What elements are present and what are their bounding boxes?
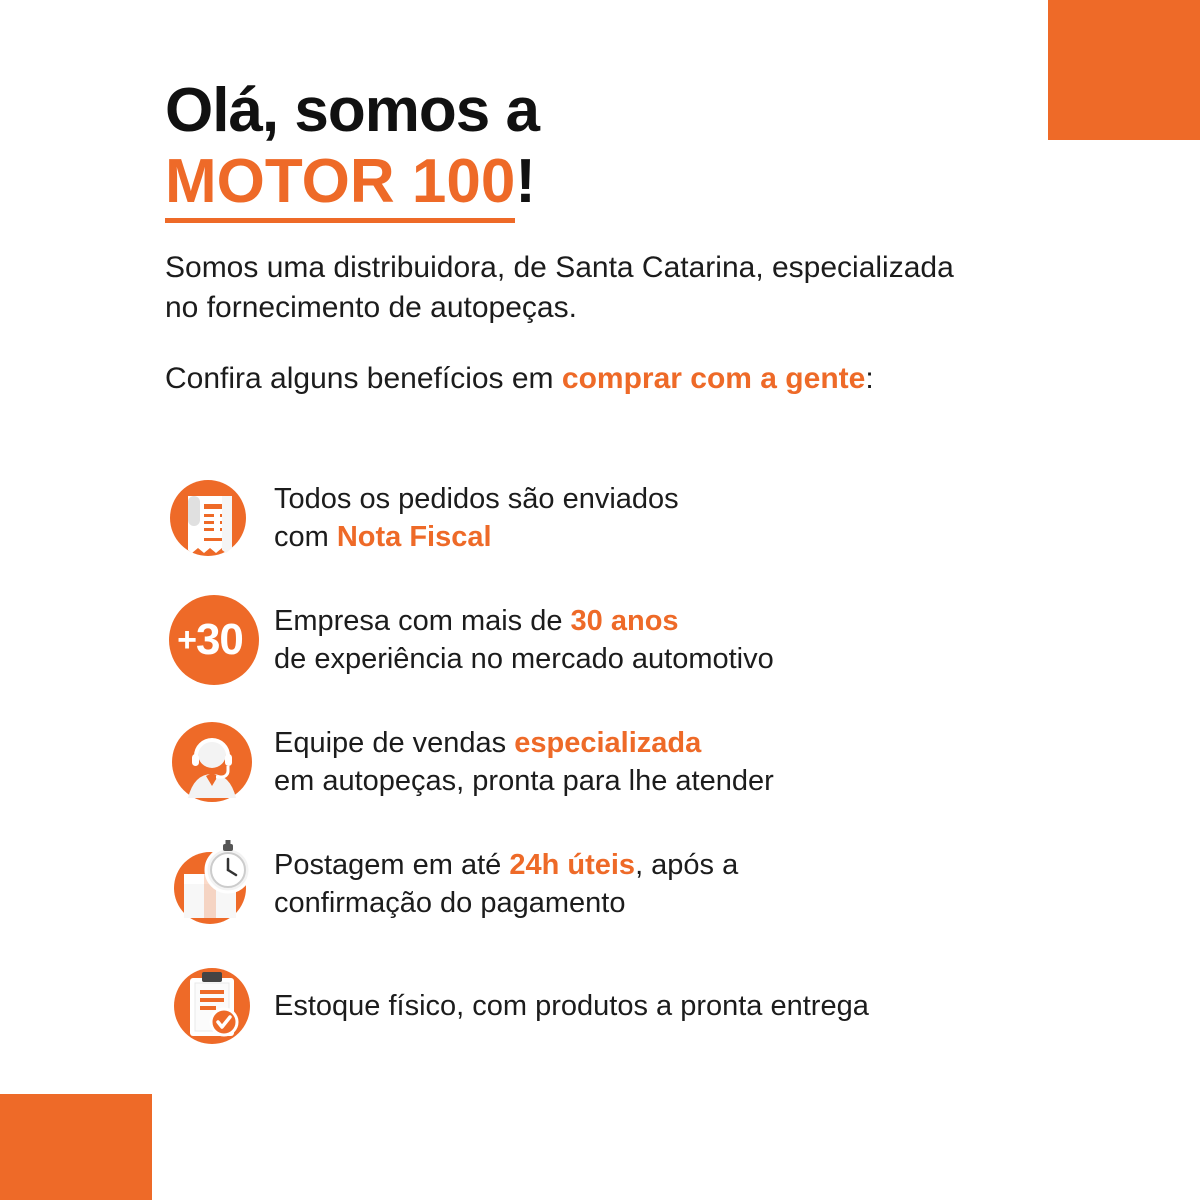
years-badge-plus: + [177,621,196,659]
list-item-text [268,724,774,801]
decorative-square-bottom-left [0,1094,152,1200]
brand-name: MOTOR 100 [165,147,515,223]
list-item-text [268,480,679,557]
list-item [160,958,1120,1054]
list-item-line-1: Todos os pedidos são enviados [274,482,679,515]
list-item-line-2-prefix: com [274,521,337,553]
list-item-line-2-highlight: Nota Fiscal [336,521,492,553]
list-item-line-1-highlight: especializada [514,726,702,759]
decorative-square-top-right [1048,0,1200,140]
headline-line-2 [165,147,1065,217]
list-item-line-1-highlight: 30 anos [570,604,679,637]
list-item [160,714,1120,810]
headline-line-1: Olá, somos a [165,76,539,145]
benefits-list [160,470,1120,1080]
list-item [160,470,1120,566]
list-item-line-1 [274,724,774,762]
list-item-text [268,987,869,1025]
list-item-line-1 [274,846,738,884]
benefits-intro-line [165,362,1065,396]
clipboard-check-icon [160,958,268,1054]
years-badge-label [177,615,243,664]
benefits-intro-highlight: comprar com a gente [561,361,866,395]
list-item-line-2 [274,518,679,556]
headline-exclamation: ! [515,147,536,217]
list-item-line-1: Estoque físico, com produtos a pronta entrega [274,989,869,1022]
list-item [160,592,1120,688]
list-item-line-1-highlight: 24h úteis [509,848,636,881]
list-item-text [268,846,738,923]
list-item-text [268,602,774,679]
list-item-line-1-prefix: Empresa com mais de [274,604,571,637]
list-item-line-2: em autopeças, pronta para lhe atender [274,765,774,797]
list-item-line-1-suffix: , após a [635,848,739,881]
years-badge-circle [169,595,259,685]
benefits-intro-suffix: : [865,361,874,395]
support-agent-icon [160,714,268,810]
benefits-intro-prefix: Confira alguns benefícios em [165,361,562,395]
list-item-line-1-prefix: Equipe de vendas [274,726,515,759]
package-stopwatch-icon [160,836,268,932]
header-block [165,78,1065,396]
years-badge-number: 30 [195,615,243,664]
list-item-line-1 [274,602,774,640]
list-item-line-1-prefix: Postagem em até [274,848,510,881]
intro-paragraph: Somos uma distribuidora, de Santa Catarina, especializada no fornecimento de autopeças. [165,251,954,325]
years-badge-icon [160,592,268,688]
receipt-icon [160,470,268,566]
list-item-line-2: confirmação do pagamento [274,887,626,919]
list-item-line-2: de experiência no mercado automotivo [274,643,774,675]
list-item [160,836,1120,932]
